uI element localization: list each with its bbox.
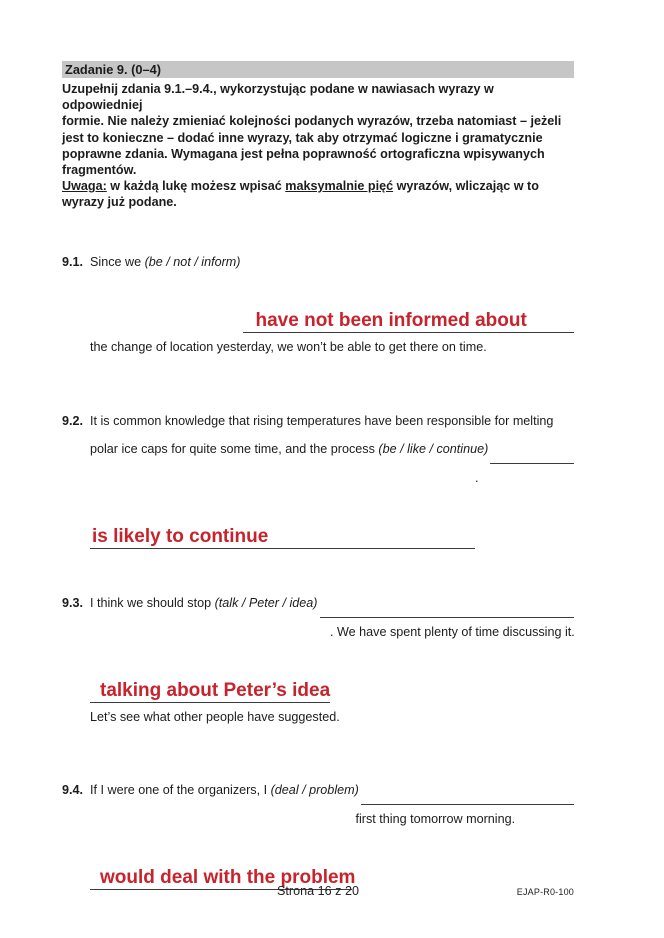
instruction-line: poprawne zdania. Wymagana jest pełna poprawność ortograficzna wpisywanych <box>62 146 545 161</box>
page-content <box>62 61 574 890</box>
handwritten-answer: ​ have not been informed about <box>255 309 527 331</box>
word-hint: (be / like / continue) <box>378 441 489 456</box>
question-9-2 <box>62 407 574 549</box>
question-text: I think we should stop <box>90 595 215 610</box>
answer-blank <box>90 618 330 703</box>
question-text: Since we <box>90 254 145 269</box>
question-9-1 <box>62 248 574 361</box>
question-text: It is common knowledge that rising temperatures have been responsible for melting <box>90 413 554 428</box>
instruction-line: Uzupełnij zdania 9.1.–9.4., wykorzystując podane w nawiasach wyrazy w odpowiedniej <box>62 82 498 113</box>
question-9-3 <box>62 589 574 731</box>
answer-blank <box>243 248 575 333</box>
task-title: Zadanie 9. (0–4) <box>65 62 162 77</box>
question-text: If I were one of the organizers, I <box>90 782 271 797</box>
page-number: Strona 16 z 20 <box>277 884 359 898</box>
answer-blank <box>90 805 356 890</box>
question-line <box>62 333 574 361</box>
question-line <box>62 435 574 464</box>
answer-blank <box>320 589 575 618</box>
word-hint: (be / not / inform) <box>144 254 241 269</box>
question-text: Let’s see what other people have suggested. <box>90 709 340 724</box>
question-line <box>62 703 574 731</box>
word-hint: (deal / problem) <box>270 782 359 797</box>
question-number: 9.4. <box>62 782 84 797</box>
question-text: polar ice caps for quite some time, and the process <box>90 441 379 456</box>
question-line <box>62 776 574 805</box>
question-9-4 <box>62 776 574 890</box>
note-line: wyrazy już podane. <box>62 195 177 210</box>
instruction-line: jest to konieczne – dodać inne wyrazy, tak aby otrzymać logiczne i gramatycznie <box>62 130 543 145</box>
instruction-line: formie. Nie należy zmieniać kolejności podanych wyrazów, trzeba natomiast – jeżeli <box>62 114 562 129</box>
task-header <box>62 61 574 78</box>
question-text: first thing tomorrow morning. <box>352 811 516 826</box>
page-footer <box>62 884 574 904</box>
handwritten-answer: ​ is likely to continue <box>92 525 269 547</box>
note-emphasis: maksymalnie pięć <box>285 179 394 194</box>
handwritten-answer: ​ talking about Peter’s idea <box>100 679 331 701</box>
answer-blank <box>90 464 475 549</box>
question-line <box>62 618 574 703</box>
answer-blank <box>490 435 574 464</box>
note-text: wyrazów, wliczając w to <box>393 179 539 194</box>
question-number: 9.1. <box>62 254 84 269</box>
question-line <box>62 805 574 890</box>
handwritten-answer: ​ would deal with the problem <box>100 866 356 888</box>
question-number: 9.3. <box>62 595 84 610</box>
answer-blank <box>361 776 574 805</box>
question-line <box>62 589 574 618</box>
question-line <box>62 464 574 549</box>
word-hint: (talk / Peter / idea) <box>214 595 318 610</box>
question-number: 9.2. <box>62 413 84 428</box>
instruction-line: fragmentów. <box>62 163 137 178</box>
note-label: Uwaga: <box>62 179 107 194</box>
document-code: EJAP-R0-100 <box>516 887 574 897</box>
note-text: w każdą lukę możesz wpisać <box>106 179 286 194</box>
question-line <box>62 407 574 435</box>
question-text: the change of location yesterday, we won’t be able to get there on time. <box>90 339 487 354</box>
note-line <box>62 178 574 194</box>
question-line <box>62 248 574 333</box>
task-instructions <box>62 81 574 211</box>
question-text: . We have spent plenty of time discussing it. <box>330 624 575 639</box>
question-text: . <box>475 470 479 485</box>
